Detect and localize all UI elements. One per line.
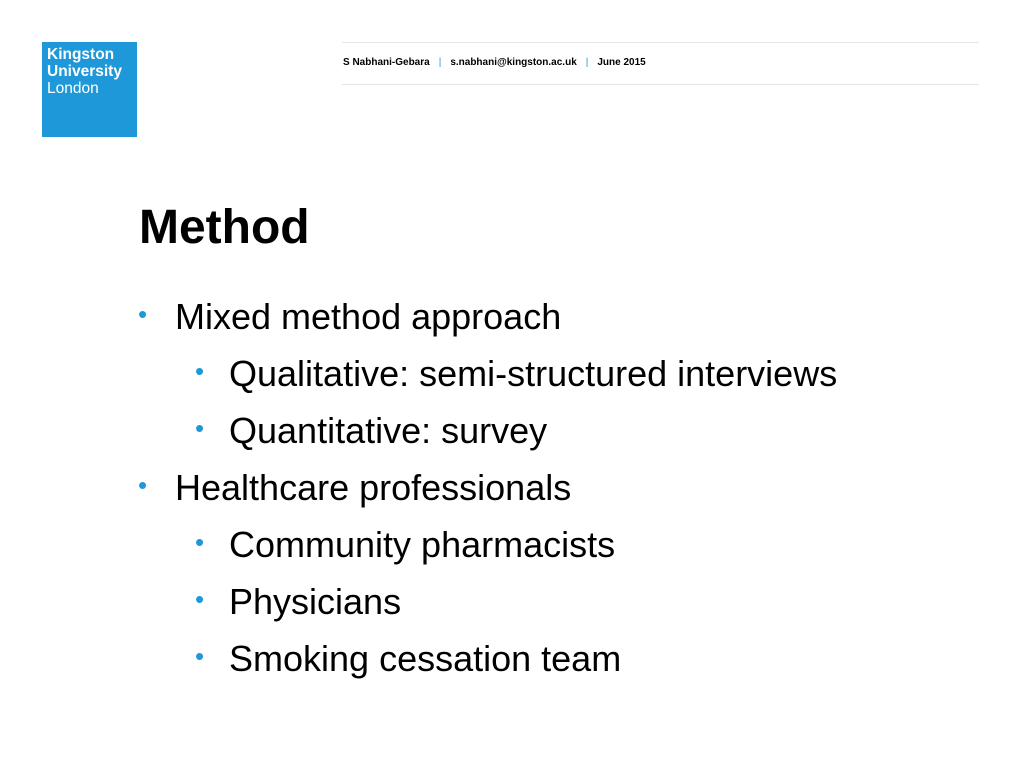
- bullet-text: Qualitative: semi-structured interviews: [229, 353, 838, 394]
- bullet-dot-icon: •: [138, 470, 148, 500]
- header-date: June 2015: [597, 57, 646, 68]
- sub-bullet-item: [138, 630, 837, 687]
- sub-bullet-item: [138, 516, 837, 573]
- header-separator: |: [438, 57, 442, 68]
- bullet-text: Physicians: [229, 581, 402, 622]
- bullet-item: [138, 459, 837, 516]
- slide-title: Method: [139, 201, 310, 254]
- bullet-list: [138, 288, 837, 687]
- logo-line-london: London: [47, 80, 99, 97]
- bullet-dot-icon: •: [195, 527, 205, 557]
- sub-bullet-item: [138, 402, 837, 459]
- bullet-text: Quantitative: survey: [229, 410, 548, 451]
- sub-bullet-item: [138, 345, 837, 402]
- logo-line-university: University: [47, 63, 122, 80]
- header-info: [343, 57, 646, 68]
- bullet-text: Healthcare professionals: [175, 467, 572, 508]
- bullet-text: Smoking cessation team: [229, 638, 622, 679]
- bullet-dot-icon: •: [138, 299, 148, 329]
- bullet-item: [138, 288, 837, 345]
- bullet-text: Mixed method approach: [175, 296, 562, 337]
- header-band: [342, 42, 979, 85]
- logo-line-kingston: Kingston: [47, 46, 115, 63]
- header-separator: |: [585, 57, 589, 68]
- bullet-dot-icon: •: [195, 356, 205, 386]
- bullet-dot-icon: •: [195, 413, 205, 443]
- bullet-text: Community pharmacists: [229, 524, 616, 565]
- bullet-dot-icon: •: [195, 584, 205, 614]
- kingston-university-logo: [42, 42, 137, 137]
- sub-bullet-item: [138, 573, 837, 630]
- header-author: S Nabhani-Gebara: [343, 57, 430, 68]
- bullet-dot-icon: •: [195, 641, 205, 671]
- header-email: s.nabhani@kingston.ac.uk: [450, 57, 577, 68]
